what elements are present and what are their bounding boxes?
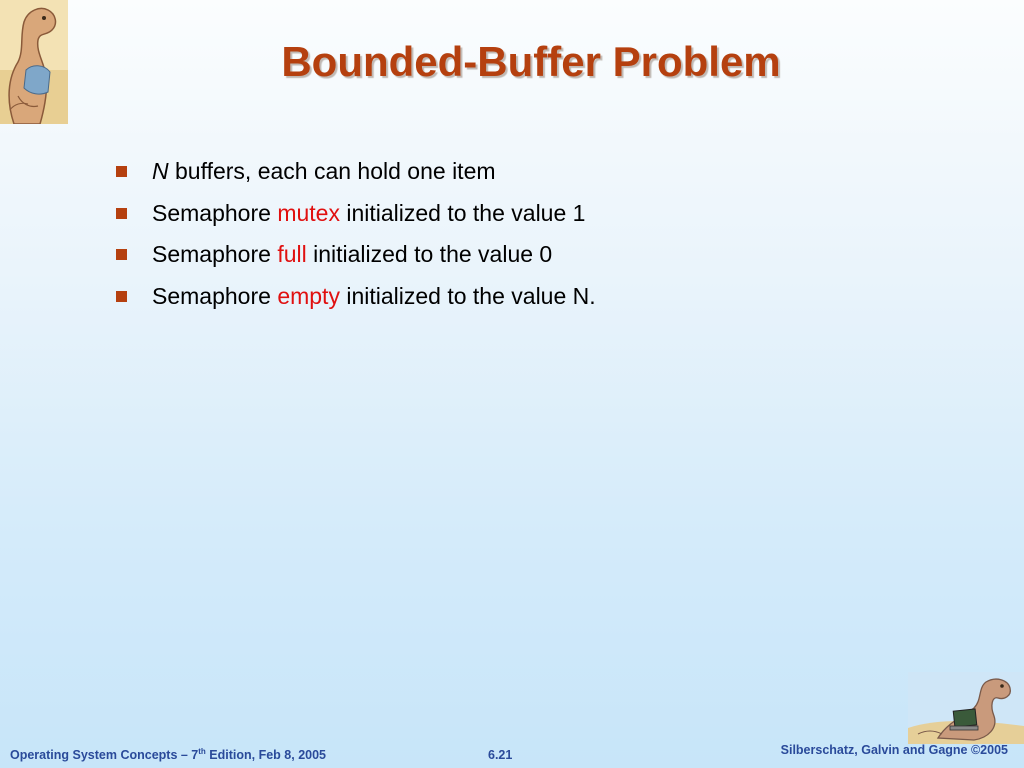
highlight-empty: empty [277, 282, 340, 309]
footer-course-text: Operating System Concepts – 7 [10, 748, 199, 762]
footer-course-title [10, 747, 326, 762]
footer-copyright: Silberschatz, Galvin and Gagne ©2005 [780, 743, 1008, 757]
square-bullet-icon [116, 166, 127, 177]
bullet-text-rest: initialized to the value 1 [339, 199, 586, 226]
footer-page-number: 6.21 [488, 748, 513, 762]
variable-n: N [152, 158, 169, 184]
footer-superscript: th [198, 746, 206, 756]
bullet-text [152, 158, 496, 185]
square-bullet-icon [116, 249, 127, 260]
highlight-mutex: mutex [277, 199, 340, 226]
footer-edition-text: Edition, Feb 8, 2005 [205, 748, 327, 762]
bullet-text [152, 241, 552, 268]
slide-title: Bounded-Buffer Problem [281, 38, 781, 85]
square-bullet-icon [116, 208, 127, 219]
bullet-text-rest: buffers, each can hold one item [168, 158, 496, 184]
bullet-text [152, 283, 596, 310]
bullet-text-rest: initialized to the value N. [339, 282, 596, 309]
bullet-text-rest: initialized to the value 0 [306, 241, 553, 267]
square-bullet-icon [116, 291, 127, 302]
bullet-text [152, 200, 585, 227]
dinosaur-laptop-icon [908, 672, 1024, 744]
bullet-text-start: Semaphore [152, 199, 278, 226]
highlight-full: full [277, 241, 307, 267]
bullet-text-start: Semaphore [152, 282, 278, 309]
bullet-text-start: Semaphore [152, 241, 278, 267]
